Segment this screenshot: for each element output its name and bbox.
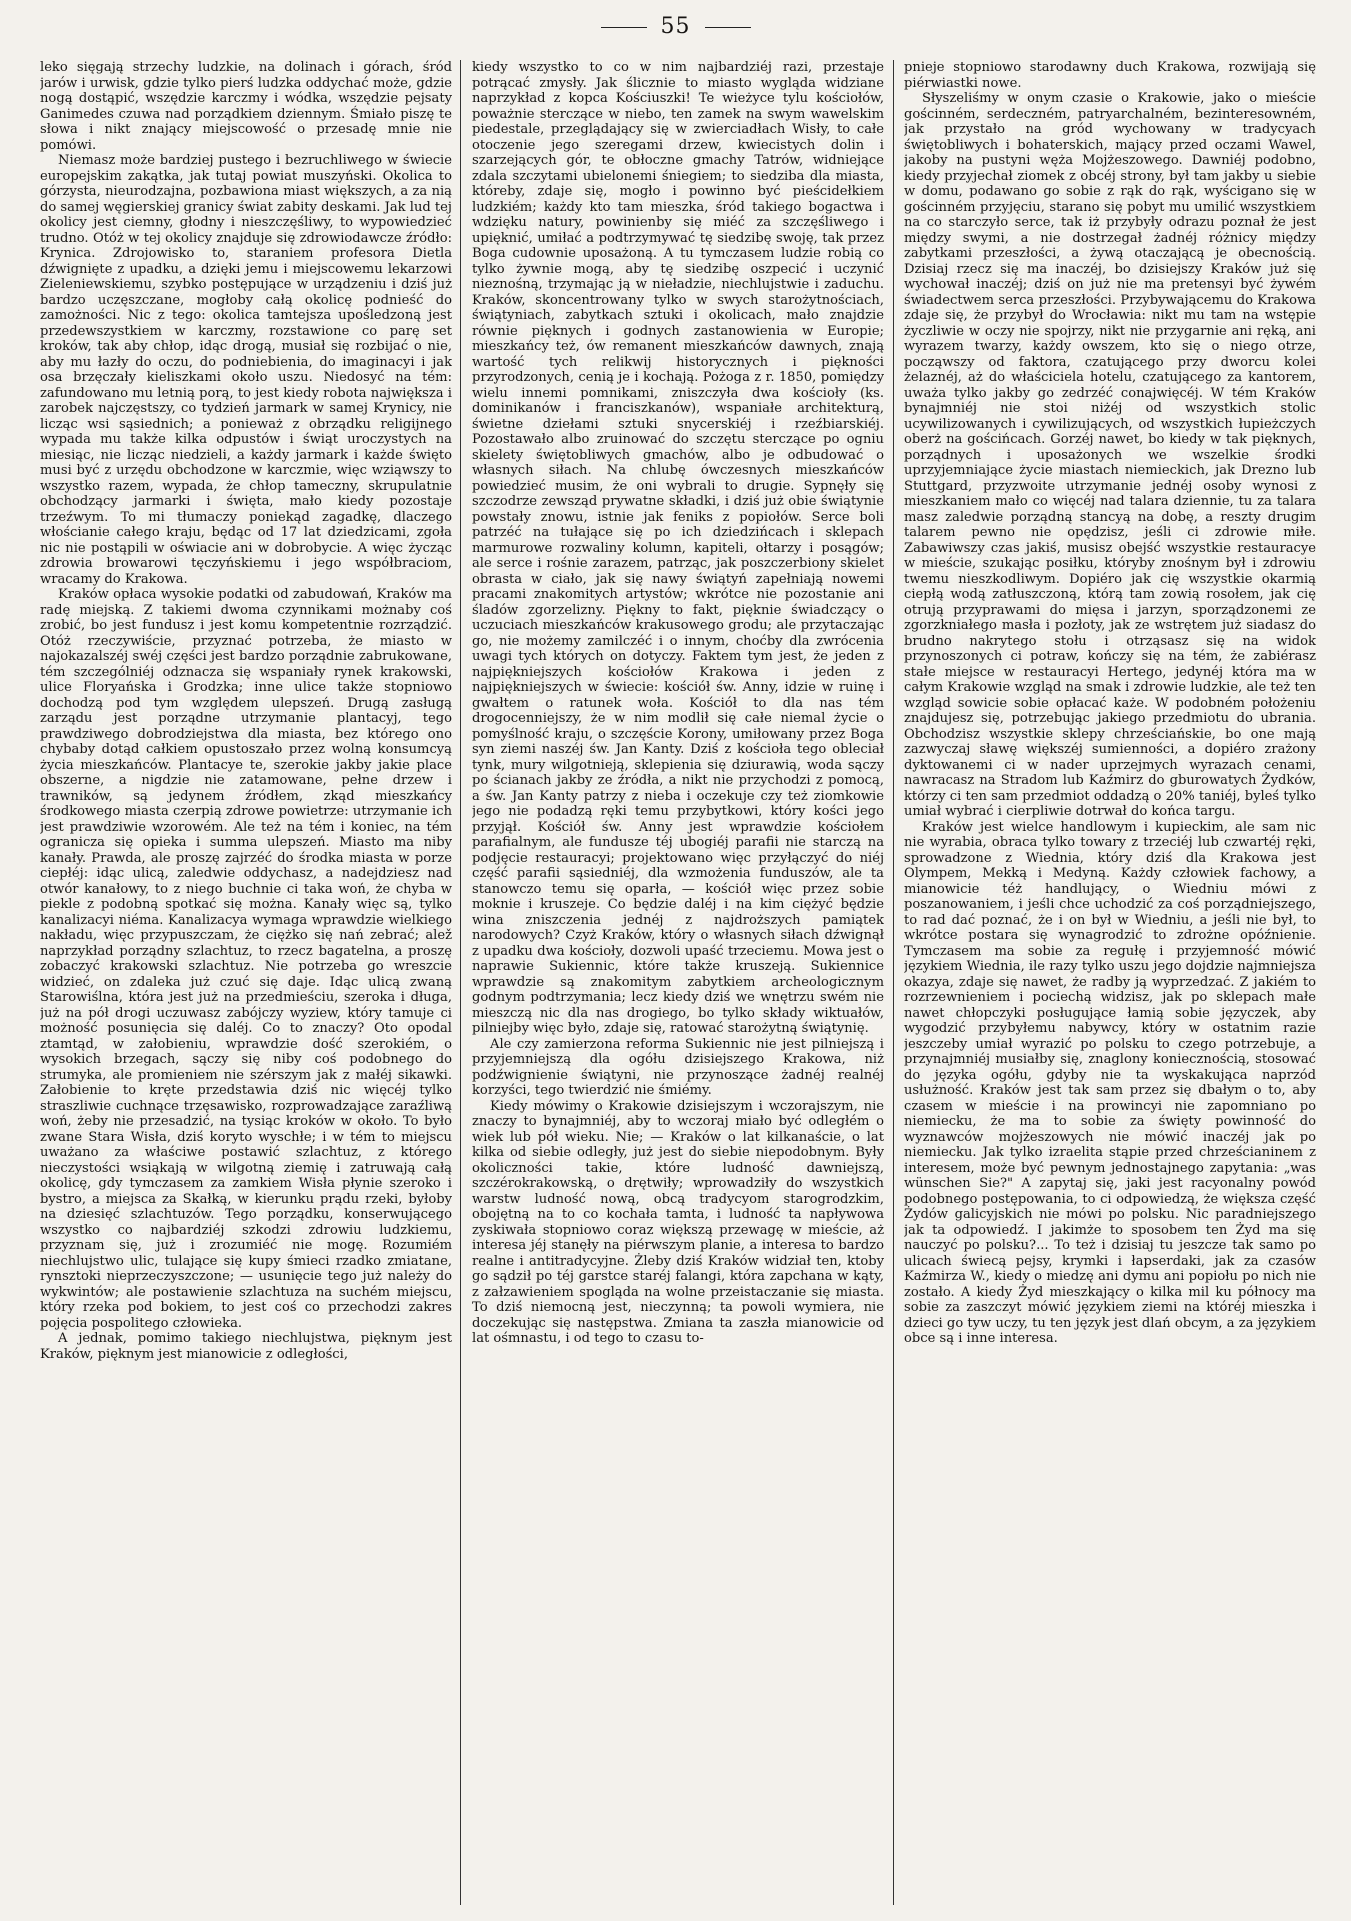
paragraph: Niemasz może bardziej pustego i bezruchliwego w świecie europejskim zakątka, jak tutaj powiat muszyński. Okolica to górzysta, nieurodzajna, pozbawiona miast większych, a za nią do samej węgierskiej granicy świat zabity deskami. Jak lud tej okolicy jest ciemny, głodny i nieszczęśliwy, to wypowiedzieć trudno. Otóż w tej okolicy znajduje się zdrowiodawcze źródło: Krynica. Zdrojowisko to, staraniem profesora Dietla dźwignięte z upadku, a dzięki jemu i miejscowemu lekarzowi Zieleniewskiemu, szybko postępujące w urządzeniu i dziś już bardzo uczęszczane, mogłoby całą okolicę podnieść do zamożności. Nic z tego: okolica tamtejsza upośledzoną jest przedewszystkiem w karczmy, rozstawione co parę set kroków, tak aby chłop, idąc drogą, musiał się rozbijać o nie, aby mu łazły do oczu, do podniebienia, do imaginacyi i jak osa brzęczały kieliszkami około uszu. Niedosyć na tém: zafundowano mu letnią porą, to jest kiedy robota największa i zarobek najczęstszy, co tydzień jarmark w samej Krynicy, nie licząc wsi sąsiednich; a ponieważ z obrządku religijnego wypada mu także kilka odpustów i świąt uroczystych na miesiąc, nie licząc niedzieli, a każdy jarmark i każde święto musi być z urzędu obchodzone w karczmie, więc wziąwszy to wszystko razem, wypada, że chłop tameczny, skrupulatnie obchodzący jarmarki i święta, mało kiedy pozostaje trzeźwym. To mi tłumaczy poniekąd zagadkę, dlaczego włościanie całego kraju, będąc od 17 lat dziedzicami, zgoła nic nie postąpili w oświacie ani w dobrobycie. A więc życząc zdrowia browarowi tęczyńskiemu i jego współbraciom, wracamy do Krakowa.	[40, 153, 452, 587]
paragraph: leko sięgają strzechy ludzkie, na dolinach i górach, śród jarów i urwisk, gdzie tylko pierś ludzka oddychać może, gdzie nogą dostąpić, wszędzie karczmy i wódka, wszędzie pejsaty Ganimedes czuwa nad porządkiem dziennym. Śmiało piszę te słowa i nikt znający miejscowość o przesadę mnie nie pomówi.	[40, 60, 452, 153]
paragraph: Słyszeliśmy w onym czasie o Krakowie, jako o mieście gościnném, serdeczném, patryarchalném, bezinteresowném, jak przystało na gród wychowany w tradycyach świętobliwych i bohaterskich, mający przed oczami Wawel, jakoby na pustyni węża Mojżeszowego. Dawniéj podobno, kiedy przyjechał ziomek z obcéj strony, był tam jakby u siebie w domu, podawano go sobie z rąk do rąk, wyścigano się w gościnném przyjęciu, starano się pobyt mu umilić wszystkiem na co starczyło serce, tak iż przybyły odrazu poznał że jest między swymi, a nie dostrzegał żadnéj różnicy między zabytkami przeszłości, a żywą otaczającą je obecnością. Dzisiaj rzecz się ma inaczéj, bo dzisiejszy Kraków już się wychował inaczéj; dziś on już nie ma pretensyi być żywém świadectwem serca przeszłości. Przybywającemu do Krakowa zdaje się, że przybył do Wrocławia: nikt mu tam na wstępie życzliwie w oczy nie spojrzy, nikt nie przygarnie ani ręką, ani wyrazem twarzy, każdy owszem, kto się o niego otrze, począwszy od faktora, czatującego przy dworcu kolei żelaznéj, aż do właściciela hotelu, czatującego za kantorem, uważa tylko jakby go zedrzéć conajwięcéj. W tém Kraków bynajmniéj nie stoi niżéj od wszystkich stolic ucywilizowanych i cywilizujących, od wszystkich łupieżczych oberż na gościńcach. Gorzéj nawet, bo kiedy w tak pięknych, porządnych i uposażonych we wszelkie środki uprzyjemniające życie miastach niemieckich, jak Drezno lub Stuttgard, przyzwoite utrzymanie jednéj osoby wynosi z mieszkaniem mało co więcéj nad talara dziennie, tu za talara masz zaledwie porządną stancyą na dobę, a reszty drugim talarem pewno nie opędzisz, jeśli ci zdrowie miłe. Zabawiwszy czas jakiś, musisz obejść wszystkie restauracye w mieście, szukając posiłku, któryby znośnym był i zdrowiu twemu nieszkodliwym. Dopiéro jak cię wszystkie okarmią ciepłą wodą zatłuszczoną, którą tam zowią rosołem, jak cię otrują przyprawami do mięsa i jarzyn, sporządzonemi ze zgorzkniałego masła i pozłoty, jak ze wstrętem już siadasz do brudno nakrytego stołu i otrząsasz się na widok przynoszonych ci potraw, kończy się na tém, że zabiérasz stałe miejsce w restauracyi Hertego, jedynéj która ma w całym Krakowie wzgląd na smak i zdrowie ludzkie, ale też ten wzgląd sowicie sobie opłacać każe. W podobném położeniu znajdujesz się, potrzebując jakiego przedmiotu do ubrania. Obchodzisz wszystkie sklepy chrześciańskie, bo one mają zazwyczaj sławę większéj sumienności, a dopiéro zrażony dyktowanemi ci w nader uprzejmych wyrazach cenami, nawracasz na Stradom lub Kaźmirz do gburowatych Żydków, którzy ci ten sam przedmiot oddadzą o 20% taniéj, byleś tylko umiał wybrać i cierpliwie dotrwał do końca targu.	[904, 91, 1316, 819]
page-header	[0, 14, 1351, 39]
paragraph: pnieje stopniowo starodawny duch Krakowa, rozwijają się piérwiastki nowe.	[904, 60, 1316, 91]
column-divider	[460, 60, 461, 1905]
paragraph: Kraków opłaca wysokie podatki od zabudowań, Kraków ma radę miejską. Z takiemi dwoma czynnikami możnaby coś zrobić, bo jest fundusz i jest komu kompetentnie rozrządzić. Otóż rzeczywiście, przyznać potrzeba, że miasto w najokazalszéj swéj części jest bardzo porządnie zabrukowane, tém szczególniéj odznacza się wspaniały rynek krakowski, ulice Floryańska i Grodzka; inne ulice także stopniowo dochodzą pod tym względem ulepszeń. Drugą zasługą zarządu jest porządne utrzymanie plantacyj, tego prawdziwego dobrodziejstwa dla miasta, bez którego ono chybaby dotąd całkiem opustoszało przez wolną konsumcyą życia mieszkańców. Plantacye te, szerokie jakby jakie place obszerne, a nigdzie nie zatamowane, pełne drzew i trawników, są jedynem źródłem, zkąd mieszkańcy środkowego miasta czerpią zdrowe powietrze: utrzymanie ich jest prawdziwie wzorowém. Ale też na tém i koniec, na tém ogranicza się opieka i summa ulepszeń. Miasto ma niby kanały. Prawda, ale proszę zajrzéć do środka miasta w porze ciepłéj: idąc ulicą, zaledwie oddychasz, a nadejdziesz nad otwór kanałowy, to z niego buchnie ci taka woń, że chyba w piekle z podobną spotkać się można. Kanały więc są, tylko kanalizacyi niéma. Kanalizacya wymaga wprawdzie wielkiego nakładu, więc przypuszczam, że ciężko się nań zebrać; alež naprzykład porządny szlachtuz, to rzecz bagatelna, a proszę zobaczyć krakowski szlachtuz. Nie potrzeba go wreszcie widzieć, on zdaleka już czuć się daje. Idąc ulicą zwaną Starowiślna, która jest już na przedmieściu, szeroka i długa, już na pół drogi uczuwasz zabójczy wyziew, który tamuje ci możność posunięcia się daléj. Co to znaczy? Oto opodal ztamtąd, w załobieniu, wprawdzie dość szerokiém, o wysokich brzegach, sączy się niby coś podobnego do strumyka, ale promieniem nie szérszym jak z małéj sikawki. Załobienie to kręte przedstawia dziś nic więcéj tylko straszliwie cuchnące trzęsawisko, rozprowadzające zaraźliwą woń, żeby nie przesadzić, na tysiąc kroków w około. To było zwane Stara Wisła, dziś koryto wyschłe; i w tém to miejscu uważano za właściwe postawić szlachtuz, z którego nieczystości wsiąkają w wilgotną ziemię i zatruwają całą okolicę, gdy tymczasem za zamkiem Wisła płynie szeroko i bystro, a miejsca za Skałką, w kierunku prądu rzeki, byłoby na dziesięć szlachtuzów. Tego porządku, konserwującego wszystko co najbardziéj szkodzi zdrowiu ludzkiemu, przyznam się, już i zrozumiéć nie mogę. Rozumiém niechlujstwo ulic, tulające się kupy śmieci rzadko zmiatane, rynsztoki nieprzeczyszczone; — usunięcie tego już należy do wykwintów; ale postawienie szlachtuza na suchém miejscu, który rzeka pod bokiem, to jest coś co przechodzi zakres pojęcia pospolitego człowieka.	[40, 587, 452, 1331]
column-divider	[893, 60, 894, 1905]
text-column-1	[40, 60, 452, 1910]
paragraph: kiedy wszystko to co w nim najbardziéj razi, przestaje potrącać zmysły. Jak ślicznie to miasto wygląda widziane naprzykład z kopca Kościuszki! Te wieżyce tylu kościołów, poważnie sterczące w niebo, ten zamek na swym wawelskim piedestale, przeglądający się w zwierciadłach Wisły, to całe otoczenie jego szeregami drzew, kwiecistych dolin i szarzejących gór, te obłoczne gmachy Tatrów, widniejące zdala szczytami ubielonemi śniegiem; to siedziba dla miasta, któreby, zdaje się, mogło i powinno być pieścidełkiem ludzkiém; każdy kto tam mieszka, śród takiego bogactwa i wdzięku natury, powinienby się miéć za szczęśliwego i upięknić, umiłać a podtrzymywać tę siedzibę swoję, tak przez Boga cudownie uposażoną. A tu tymczasem ludzie robią co tylko żywnie mogą, aby tę siedzibę oszpecić i uczynić nieznośną, trzymając ją w nieładzie, niechlujstwie i zaduchu. Kraków, skoncentrowany tylko w swych starożytnościach, świątyniach, zabytkach sztuki i okolicach, mało znajdzie równie pięknych i godnych zastanowienia w Europie; mieszkańcy też, ów remanent mieszkańców dawnych, znają wartość tych relikwij historycznych i piękności przyrodzonych, cenią je i kochają. Pożoga z r. 1850, pomiędzy wielu innemi pomnikami, zniszczyła dwa kościoły (ks. dominikanów i franciszkanów), wspaniałe architekturą, świetne dziełami sztuki snycerskiéj i rzeźbiarskiéj. Pozostawało albo zruinować do szczętu sterczące po ogniu skielety świętobliwych gmachów, albo je odbudować o własnych siłach. Na chlubę ówczesnych mieszkańców powiedzieć musim, że oni wybrali to drugie. Sypnęły się szczodrze zewsząd prywatne składki, i dziś już obie świątynie powstały znowu, istnie jak feniks z popiołów. Serce boli patrzéć na tułające się po ich dziedzińcach i sklepach marmurowe rozwaliny kolumn, kapiteli, ołtarzy i posągów; ale serce i rośnie zarazem, patrząc, jak poszczerbiony skielet obrasta w ciało, jak się nawy świątyń zapełniają nowemi pracami znakomitych artystów; wkrótce nie pozostanie ani śladów zgorzelizny. Piękny to fakt, pięknie świadczący o uczuciach mieszkańców krakusowego grodu; ale przytaczając go, nie możemy zamilczéć i o innym, choćby dla zwrócenia uwagi tych których on dotyczy. Faktem tym jest, że jeden z najpiękniejszych kościołów Krakowa i jeden z najpiękniejszych w świecie: kościół św. Anny, idzie w ruinę i gwałtem o ratunek woła. Kościół to dla nas tém drogocenniejszy, że w nim modlił się całe niemal życie o pomyślność kraju, o szczęście Korony, umiłowany przez Boga syn ziemi naszéj św. Jan Kanty. Dziś z kościoła tego obleciał tynk, mury wilgotnieją, sklepienia się dziurawią, woda sączy po ścianach jakby ze źródła, a nikt nie przychodzi z pomocą, a św. Jan Kanty patrzy z nieba i oczekuje czy też ziomkowie jego nie podadzą ręki temu przybytkowi, który kości jego przyjął. Kościół św. Anny jest wprawdzie kościołem parafialnym, ale fundusze téj ubogiéj parafii nie starczą na podjęcie restauracyi; projektowano więc przyłączyć do niéj część parafii sąsiedniéj, dla wzmożenia funduszów, ale ta stanowczo temu się oparła, — kościół więc przez sobie moknie i kruszeje. Co będzie daléj i na kim ciężyć będzie wina zniszczenia jednéj z najdroższych pamiątek narodowych? Czyż Kraków, który o własnych siłach dźwignął z upadku dwa kościoły, dozwoli upaść trzeciemu. Mowa jest o naprawie Sukiennic, które także kruszeją. Sukiennice wprawdzie są znakomitym zabytkiem archeologicznym godnym podtrzymania; lecz kiedy dziś we wnętrzu swém nie mieszczą nic dla nas drogiego, bo tylko składy wiktuałów, pilniejby więc było, zdaje się, ratować starożytną świątynię.	[472, 60, 884, 1036]
paragraph: Kiedy mówimy o Krakowie dzisiejszym i wczorajszym, nie znaczy to bynajmniéj, aby to wczoraj miało być odległém o wiek lub pół wieku. Nie; — Kraków o lat kilkanaście, o lat kilka od siebie odległy, już jest do siebie niepodobnym. Były okoliczności takie, które ludność dawniejszą, szczérokrakowską, o drętwiły; wprowadziły do wszystkich warstw ludność nową, obcą tradycyom starogrodzkim, obojętną na to co kochała tamta, i ludność ta napływowa zyskiwała stopniowo coraz większą przewagę w mieście, aż interesa jéj stanęły na piérwszym planie, a interesa to bardzo realne i antitradycyjne. Żleby dziś Kraków widział ten, ktoby go sądził po téj garstce staréj falangi, która zapchana w kąty, z załzawieniem spogląda na wolne przeistaczanie się miasta. To dziś niemocną jest, nieczynną; ta powoli wymiera, nie doczekując się następstwa. Zmiana ta zaszła mianowicie od lat ośmnastu, i od tego to czasu to-	[472, 1098, 884, 1346]
header-rule-left	[601, 27, 647, 28]
header-rule-right	[705, 27, 751, 28]
paragraph: A jednak, pomimo takiego niechlujstwa, pięknym jest Kraków, pięknym jest mianowicie z odległości,	[40, 1331, 452, 1362]
paragraph: Ale czy zamierzona reforma Sukiennic nie jest pilniejszą i przyjemniejszą dla ogółu dzisiejszego Krakowa, niż podźwignienie świątyni, nie przynoszące żadnéj realnéj korzyści, tego twierdzić nie śmiémy.	[472, 1036, 884, 1098]
page-number: 55	[660, 14, 691, 39]
text-column-3	[904, 60, 1316, 1910]
paragraph: Kraków jest wielce handlowym i kupieckim, ale sam nic nie wyrabia, obraca tylko towary z trzeciéj lub czwartéj ręki, sprowadzone z Wiednia, który dziś dla Krakowa jest Olympem, Mekką i Medyną. Każdy człowiek fachowy, a mianowicie téż handlujący, o Wiedniu mówi z poszanowaniem, i jeśli chce uchodzić za coś porządniejszego, to rad dać poznać, że i on był w Wiedniu, a jeśli nie był, to wkrótce postara się wynagrodzić to zdrożne opóźnienie. Tymczasem ma sobie za regułę i przyjemność mówić językiem Wiednia, ile razy tylko uszu jego dojdzie najmniejsza okazya, zdaje się nawet, że radby ją wyprzedzać. Z jakiém to rozrzewnieniem i pociechą widzisz, jak po sklepach małe nawet chłopczyki posługujące łamią sobie języczek, aby wygodzić przybyłemu nabywcy, który w ostatnim razie jeszczeby umiał wyrazić po polsku to czego potrzebuje, a przynajmniéj musiałby się, znaglony koniecznością, stosować do języka ogółu, gdyby nie ta wyskakująca naprzód usłużność. Kraków jest tak sam przez się dbałym o to, aby czasem w mieście i na prowincyi nie zapomniano po niemiecku, że ma to sobie za święty powinność do wyznawców mojżeszowych nie mówić inaczéj jak po niemiecku. Jak tylko izraelita stąpie przed chrześcianinem z interesem, może być pewnym jednostajnego zapytania: „was wünschen Sie?" A zapytaj się, jaki jest racyonalny powód podobnego postępowania, to ci odpowiedzą, że większa część Żydów galicyjskich nie mówi po polsku. Nic paradniejszego jak ta odpowiedź. I jakimże to sposobem ten Żyd ma się nauczyć po polsku?... To też i dzisiaj tu jeszcze tak samo po ulicach świecą pejsy, krymki i łapserdaki, jak za czasów Kaźmirza W., kiedy o miedzę ani dymu ani popiołu po nich nie zostało. A kiedy Żyd mieszkający o kilka mil ku północy ma sobie za zaszczyt mówić językiem ziemi na któréj mieszka i dzieci go tyw uczy, tu ten język jest dlań obcym, a za językiem obce są i inne interesa.	[904, 819, 1316, 1346]
text-column-2	[472, 60, 884, 1910]
